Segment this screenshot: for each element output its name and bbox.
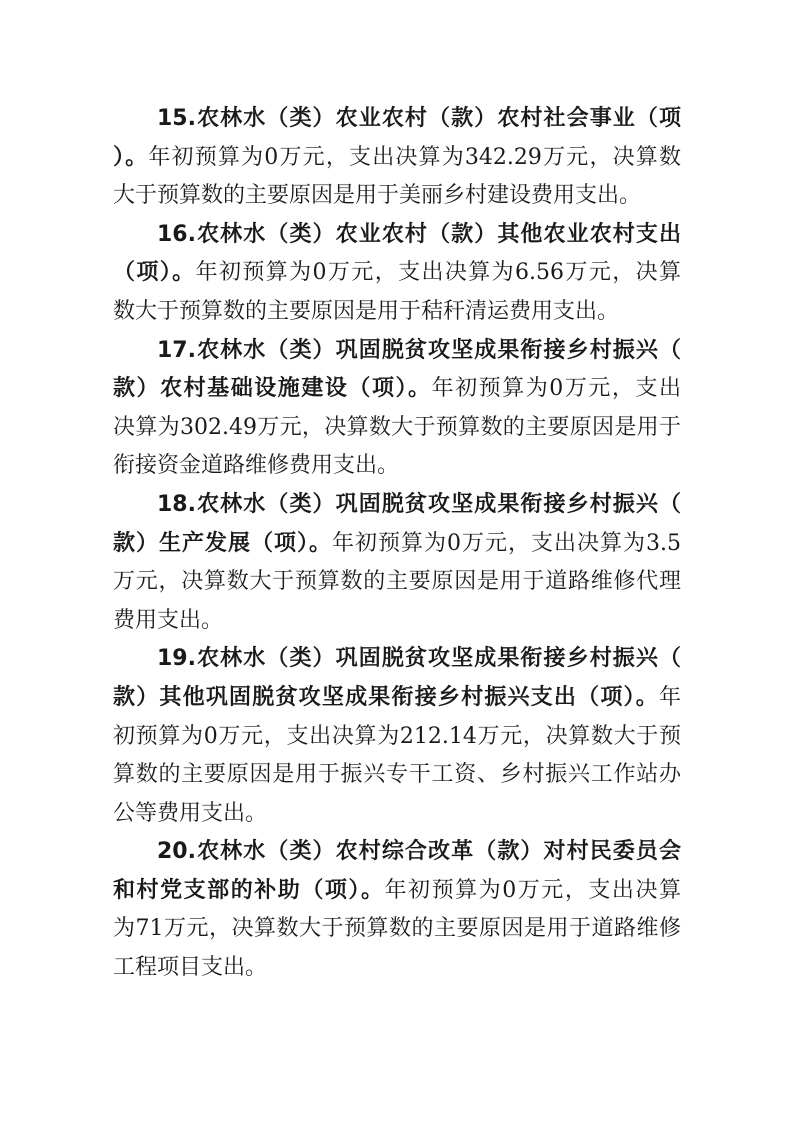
item-text: 公等费用支出。	[113, 800, 268, 826]
paragraph-line	[113, 486, 681, 525]
item-text: 年初预算为0万元，支出决算为3.5	[332, 530, 681, 556]
item-text: 为71万元，决算数大于预算数的主要原因是用于道路维修	[113, 916, 681, 942]
item-text: 费用支出。	[113, 607, 224, 633]
item-text: 万元，决算数大于预算数的主要原因是用于道路维修代理	[113, 569, 681, 595]
item-heading: 18.农林水（类）巩固脱贫攻坚成果衔接乡村振兴（	[157, 491, 681, 517]
item-text: 年初预算为0万元，支出决算为342.29万元，决算数	[148, 144, 681, 170]
paragraph-line	[113, 293, 681, 332]
expenditure-item-16	[113, 216, 681, 332]
item-text: 数大于预算数的主要原因是用于秸秆清运费用支出。	[113, 298, 620, 324]
expenditure-item-18	[113, 486, 681, 640]
page-body	[113, 100, 681, 988]
item-heading: 和村党支部的补助（项）。	[113, 877, 385, 903]
paragraph-line	[113, 833, 681, 872]
paragraph-line	[113, 602, 681, 641]
item-text: 年初预算为0万元，支出决算为6.56万元，决算	[195, 260, 681, 286]
paragraph-line	[113, 409, 681, 448]
expenditure-item-17	[113, 332, 681, 486]
item-text: 年初预算为0万元，支出	[431, 376, 681, 402]
paragraph-line	[113, 139, 681, 178]
paragraph-line	[113, 640, 681, 679]
item-text: 衔接资金道路维修费用支出。	[113, 453, 400, 479]
expenditure-item-19	[113, 640, 681, 833]
paragraph-line	[113, 332, 681, 371]
item-heading: 17.农林水（类）巩固脱贫攻坚成果衔接乡村振兴（	[157, 337, 681, 363]
expenditure-item-20	[113, 833, 681, 987]
item-text: 工程项目支出。	[113, 955, 268, 981]
expenditure-item-15	[113, 100, 681, 216]
item-heading: 款）生产发展（项）。	[113, 530, 332, 556]
paragraph-line	[113, 447, 681, 486]
item-text: 大于预算数的主要原因是用于美丽乡村建设费用支出。	[113, 183, 642, 209]
paragraph-line	[113, 872, 681, 911]
paragraph-line	[113, 756, 681, 795]
paragraph-line	[113, 216, 681, 255]
item-heading: 款）农村基础设施建设（项）。	[113, 376, 432, 402]
paragraph-line	[113, 177, 681, 216]
item-heading: 16.农林水（类）农业农村（款）其他农业农村支出	[157, 221, 681, 247]
item-heading: （项）。	[113, 260, 196, 286]
item-text: 决算为302.49万元，决算数大于预算数的主要原因是用于	[113, 414, 681, 440]
paragraph-line	[113, 679, 681, 718]
paragraph-line	[113, 718, 681, 757]
paragraph-line	[113, 100, 681, 139]
item-heading: 款）其他巩固脱贫攻坚成果衔接乡村振兴支出（项）。	[113, 684, 659, 710]
item-heading: 15.农林水（类）农业农村（款）农村社会事业（项	[157, 106, 681, 131]
paragraph-line	[113, 910, 681, 949]
item-text: 年	[658, 684, 681, 710]
paragraph-line	[113, 525, 681, 564]
item-text: 年初预算为0万元，支出决算	[384, 877, 681, 903]
item-text: 初预算为0万元，支出决算为212.14万元，决算数大于预	[113, 723, 681, 749]
paragraph-line	[113, 795, 681, 834]
item-heading: ）。	[113, 144, 149, 170]
paragraph-line	[113, 563, 681, 602]
paragraph-line	[113, 949, 681, 988]
item-heading: 20.农林水（类）农村综合改革（款）对村民委员会	[157, 839, 681, 865]
item-text: 算数的主要原因是用于振兴专干工资、乡村振兴工作站办	[113, 762, 681, 788]
paragraph-line	[113, 254, 681, 293]
paragraph-line	[113, 370, 681, 409]
item-heading: 19.农林水（类）巩固脱贫攻坚成果衔接乡村振兴（	[157, 646, 681, 672]
